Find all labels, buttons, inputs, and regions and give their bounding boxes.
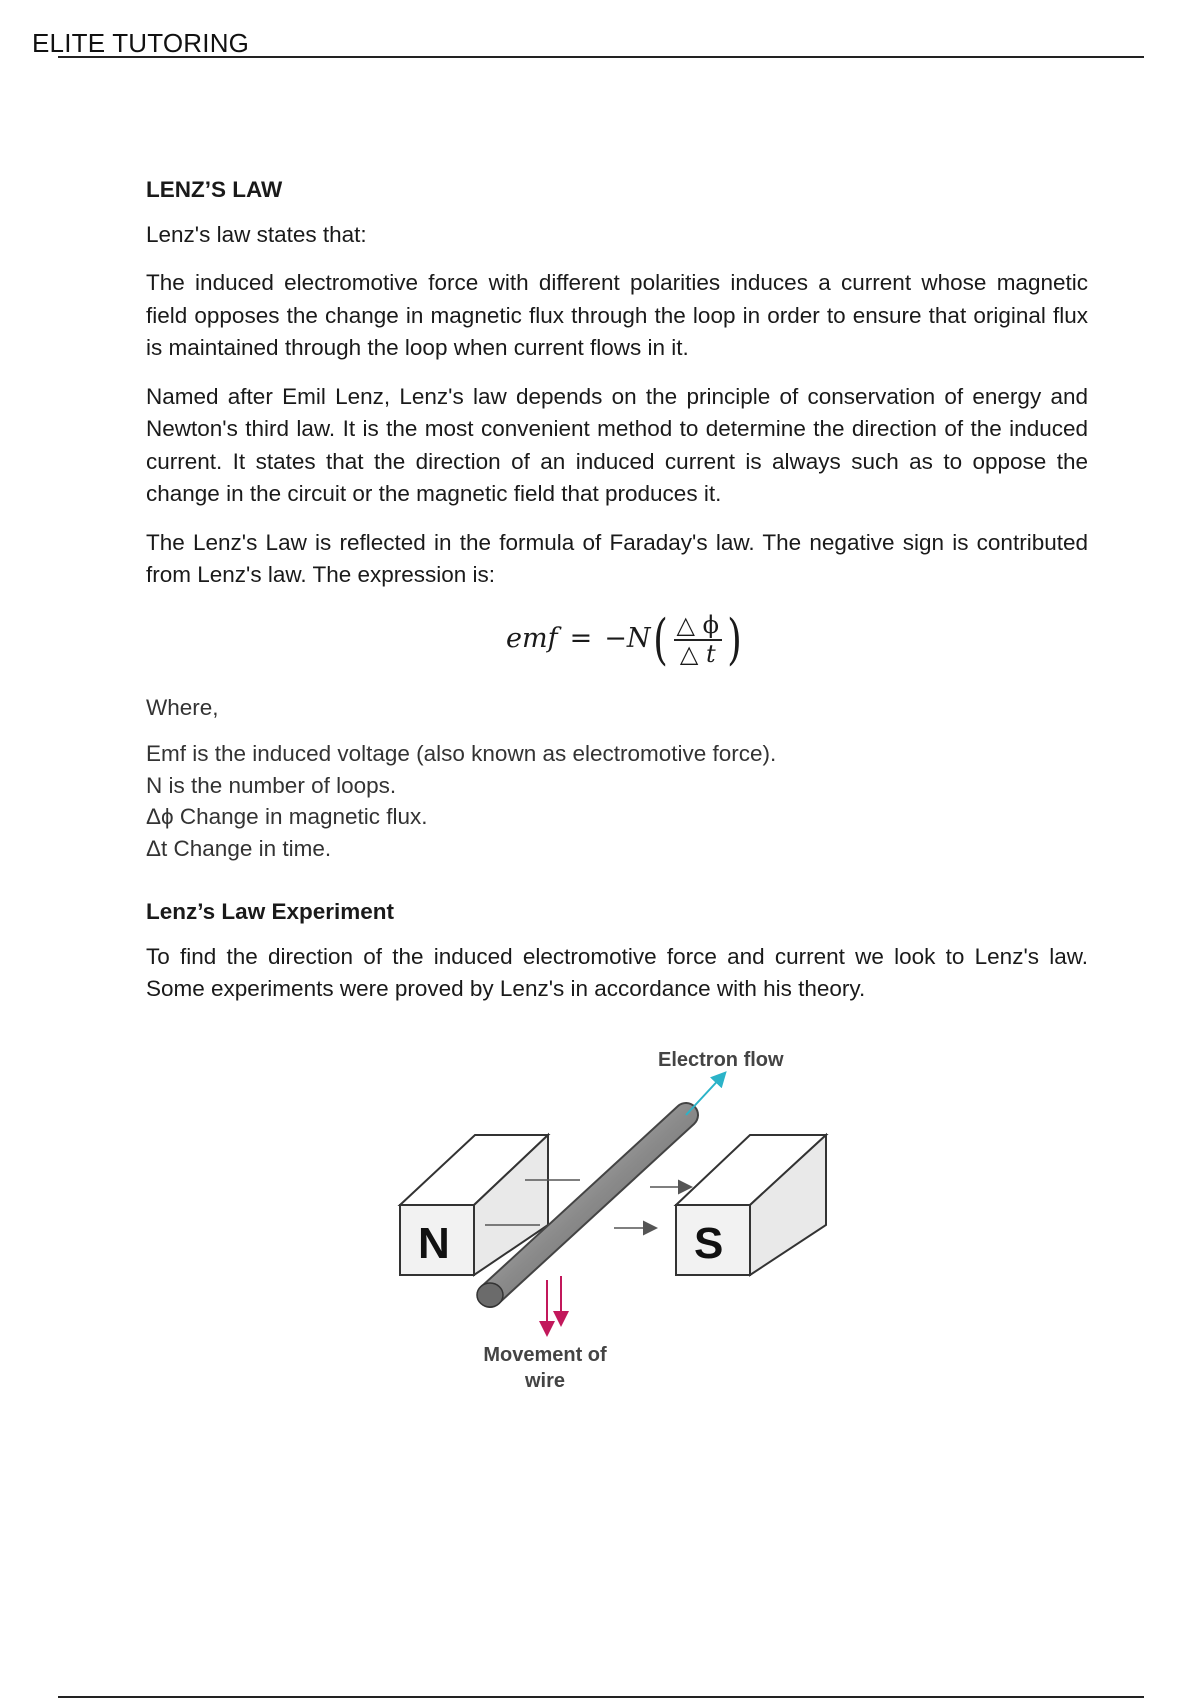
- lenz-experiment-diagram: [380, 1040, 860, 1400]
- definition-item: N is the number of loops.: [146, 772, 397, 798]
- formula-denominator: △ t: [679, 639, 716, 668]
- footer-rule: [58, 1696, 1144, 1698]
- paragraph-2: Named after Emil Lenz, Lenz's law depends on the principle of conservation of energy and Newton's third law. It is the most convenient method to determine the direction of the induced current. It states that the direction of an induced current is always such as to oppose the change in the circuit or the magnetic field that produces it.: [146, 383, 1088, 506]
- formula-numerator: △ ϕ: [674, 612, 722, 641]
- south-magnet: [676, 1135, 826, 1275]
- paragraph-1: The induced electromotive force with different polarities induces a current whose magnetic field opposes the change in magnetic flux through the loop in order to ensure that original flux is maintained through the loop when current flows in it.: [146, 270, 1088, 360]
- north-label: N: [418, 1219, 450, 1268]
- definition-list: [146, 738, 1088, 864]
- formula-fraction: [674, 612, 722, 668]
- where-label: Where,: [146, 694, 219, 720]
- movement-label-line1: Movement of: [483, 1344, 607, 1366]
- header-rule: [58, 56, 1144, 58]
- header-title: ELITE TUTORING: [32, 28, 250, 58]
- formula-equals: =: [569, 623, 593, 655]
- intro-paragraph: Lenz's law states that:: [146, 221, 367, 247]
- experiment-paragraph: To find the direction of the induced electromotive force and current we look to Lenz's law. Some experiments were proved by Lenz's in accordance with his theory.: [146, 943, 1088, 1001]
- paragraph-3: The Lenz's Law is reflected in the formula of Faraday's law. The negative sign is contributed from Lenz's law. The expression is:: [146, 529, 1088, 587]
- electron-flow-label: Electron flow: [658, 1049, 784, 1071]
- formula-left-paren: (: [653, 607, 669, 671]
- electron-flow-arrow: [686, 1074, 724, 1115]
- formula-right-paren: ): [727, 607, 742, 671]
- definition-item: Δϕ Change in magnetic flux.: [146, 804, 428, 829]
- south-label: S: [694, 1219, 724, 1268]
- formula-coefficient: −N: [604, 623, 651, 655]
- section-title: LENZ’S LAW: [146, 177, 283, 202]
- definition-item: Δt Change in time.: [146, 835, 332, 861]
- definition-item: Emf is the induced voltage (also known as electromotive force).: [146, 741, 777, 766]
- movement-label-line2: wire: [524, 1370, 566, 1392]
- diagram-svg: [380, 1040, 860, 1400]
- experiment-title: Lenz’s Law Experiment: [146, 899, 394, 924]
- document-body: [146, 174, 1088, 1022]
- emf-formula: [146, 604, 1088, 684]
- formula-lhs: emf: [506, 623, 558, 655]
